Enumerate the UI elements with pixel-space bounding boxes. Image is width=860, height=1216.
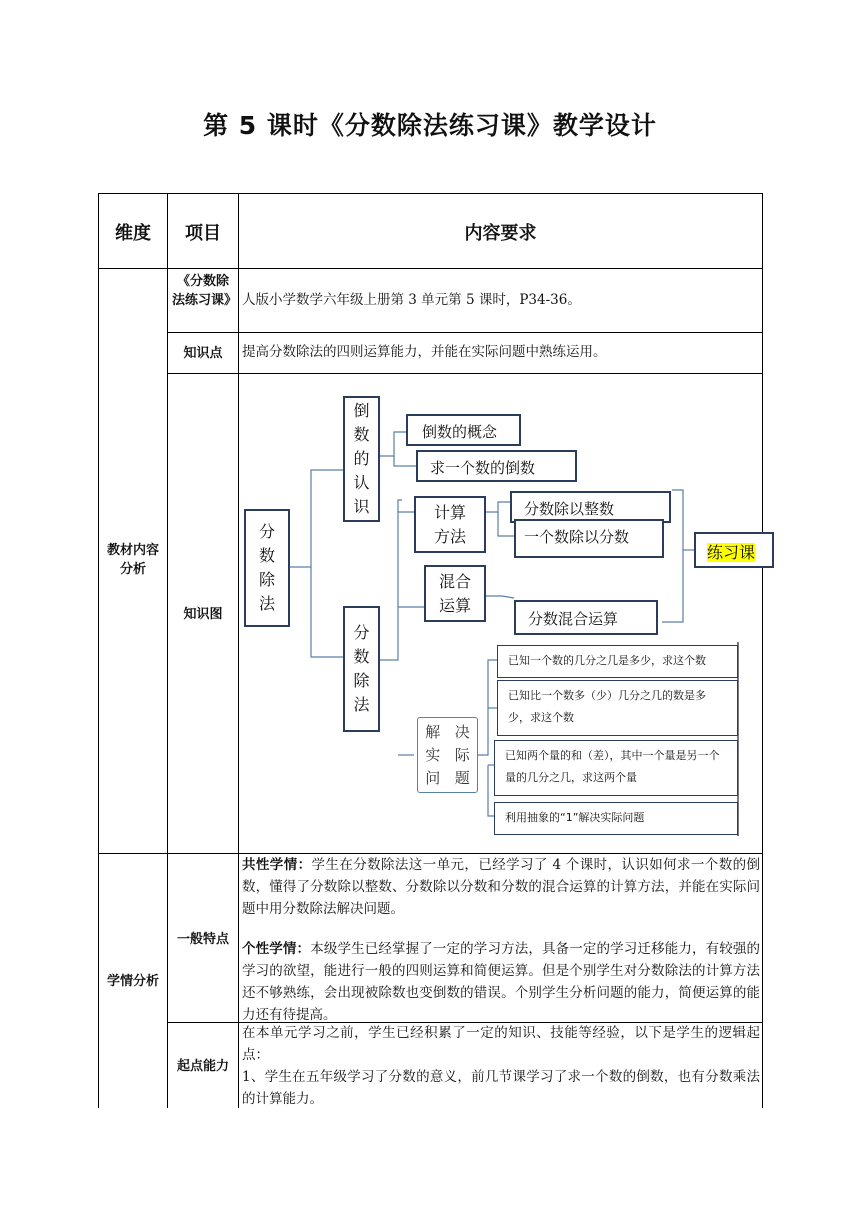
node-fraction-div-integer: 分数除以整数	[510, 491, 671, 523]
node-problem-type-2: 已知比一个数多（少）几分之几的数是多少，求这个数	[497, 680, 738, 736]
root-char: 数	[258, 546, 275, 565]
content-individual-situation: 个性学情：本级学生已经掌握了一定的学习方法，具备一定的学习迁移能力，有较强的学习的欲望，能进行一般的四则运算和简便运算。但是个别学生对分数除法的计算方法还不够熟练，会出现被除数也变倒数的错误。个别学生分析问题的能力，简便运算的能力还有待提高。	[242, 941, 761, 1023]
header-dimension: 维度	[115, 223, 151, 244]
node-calculation-method: 计算 方法	[414, 496, 486, 553]
item-lesson-name: 《分数除法练习课》	[172, 274, 238, 308]
item-general-characteristics: 一般特点	[176, 932, 229, 947]
item-knowledge-point: 知识点	[183, 346, 223, 361]
dimension-learner-analysis: 学情分析	[106, 974, 159, 989]
node-mixed-operations: 混合 运算	[424, 565, 486, 622]
node-fraction-mixed-operations: 分数混合运算	[514, 600, 658, 635]
page-title: 第 5 课时《分数除法练习课》教学设计	[203, 111, 657, 140]
table-header-divider	[98, 268, 763, 269]
dimension-textbook-analysis: 教材内容分析	[106, 543, 159, 577]
content-common-situation: 共性学情：学生在分数除法这一单元，已经学习了 4 个课时，认识如何求一个数的倒数，懂得了分数除以整数、分数除以分数和分数的混合运算的计算方法，并能在实际问题中用分数除法解决问题。	[242, 857, 761, 917]
content-starting-ability-point-1: 1、学生在五年级学习了分数的意义，前几节课学习了求一个数的倒数，也有分数乘法的计算能力。	[242, 1069, 760, 1107]
node-char: 的	[353, 449, 370, 468]
root-char: 除	[258, 570, 275, 589]
label-individual-situation: 个性学情：	[242, 941, 311, 957]
node-char: 数	[353, 425, 370, 444]
table-col-divider-2	[238, 193, 239, 1108]
content-lesson-source: 人版小学数学六年级上册第 3 单元第 5 课时，P34-36。	[242, 292, 581, 308]
node-char: 倒	[353, 401, 370, 420]
label-common-situation: 共性学情：	[242, 857, 312, 873]
item-starting-ability: 起点能力	[176, 1059, 229, 1074]
node-number-div-fraction: 一个数除以分数	[514, 519, 664, 558]
node-reciprocal-concept: 倒数的概念	[406, 414, 521, 446]
table-row-divider-2	[167, 373, 763, 374]
table-border-right	[762, 193, 763, 1108]
node-char: 认	[353, 473, 370, 492]
table-border-top	[98, 193, 763, 194]
node-char: 分	[353, 623, 370, 642]
node-fraction-division-branch	[343, 606, 380, 732]
item-knowledge-map: 知识图	[183, 607, 223, 622]
root-char: 分	[258, 522, 275, 541]
table-border-left	[98, 193, 99, 1108]
header-item: 项目	[185, 223, 221, 244]
node-solve-practical-problems: 解 决 实 际 问 题	[417, 717, 478, 793]
node-char: 数	[353, 647, 370, 666]
node-find-reciprocal: 求一个数的倒数	[416, 450, 577, 482]
node-problem-type-4: 利用抽象的“1”解决实际问题	[494, 802, 738, 835]
node-char: 除	[353, 671, 370, 690]
table-col-divider-1	[167, 193, 168, 1108]
node-char: 法	[353, 695, 370, 714]
header-content: 内容要求	[464, 223, 537, 244]
node-problem-type-1: 已知一个数的几分之几是多少，求这个数	[497, 645, 738, 678]
node-char: 识	[353, 497, 370, 516]
table-row-divider-1	[167, 332, 763, 333]
content-starting-ability-intro: 在本单元学习之前，学生已经积累了一定的知识、技能等经验，以下是学生的逻辑起点：	[242, 1025, 760, 1063]
node-fraction-division-root	[244, 509, 290, 627]
root-char: 法	[258, 594, 275, 613]
node-reciprocal-understanding	[343, 396, 380, 522]
node-practice-lesson: 练习课	[694, 532, 774, 568]
node-problem-type-3: 已知两个量的和（差），其中一个量是另一个量的几分之几，求这两个量	[494, 740, 738, 796]
content-knowledge-point: 提高分数除法的四则运算能力，并能在实际问题中熟练运用。	[242, 344, 607, 360]
